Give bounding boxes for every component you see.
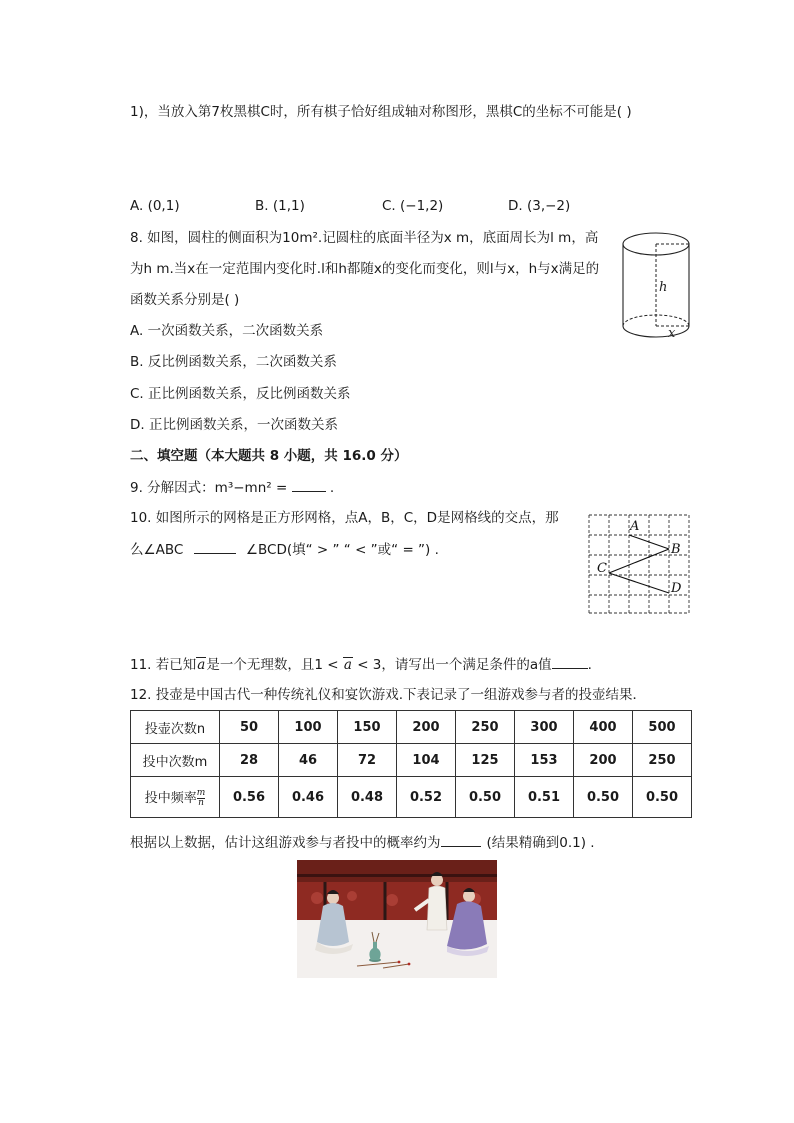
table-cell: 125 <box>456 744 515 777</box>
q8-option-a: A. 一次函数关系，二次函数关系 <box>130 323 324 339</box>
table-cell: 28 <box>220 744 279 777</box>
fraction-numerator: m <box>196 787 206 798</box>
q12-answer-blank[interactable] <box>441 832 481 847</box>
q9 <box>130 477 334 498</box>
q9-answer-blank[interactable] <box>292 477 326 492</box>
q7-option-a: A. (0,1) <box>130 198 180 214</box>
table-cell: 150 <box>338 711 397 744</box>
table-cell: 250 <box>633 744 692 777</box>
row-header: 投壶次数n <box>131 711 220 744</box>
grid-label-a: A <box>630 519 640 534</box>
q7-option-b: B. (1,1) <box>255 198 305 214</box>
table-cell: 0.56 <box>220 777 279 818</box>
q8-line3: 函数关系分别是( ) <box>130 292 240 308</box>
cylinder-label-x: x <box>668 326 676 341</box>
table-cell: 0.52 <box>397 777 456 818</box>
row-header-label: 投中频率 <box>144 790 197 806</box>
q11-pre: 11. 若已知 <box>130 657 197 673</box>
q7-option-d: D. (3,−2) <box>508 198 571 214</box>
row-header <box>131 777 220 818</box>
table-cell: 0.51 <box>515 777 574 818</box>
q11 <box>130 654 592 675</box>
cylinder-label-h: h <box>659 280 668 295</box>
q12-intro: 12. 投壶是中国古代一种传统礼仪和宴饮游戏.下表记录了一组游戏参与者的投壶结果． <box>130 687 647 703</box>
q11-mid2: < 3，请写出一个满足条件的a值 <box>357 657 552 673</box>
q8-option-b: B. 反比例函数关系，二次函数关系 <box>130 354 337 370</box>
section-heading: 二、填空题（本大题共 8 小题，共 16.0 分） <box>130 448 408 464</box>
row-header: 投中次数m <box>131 744 220 777</box>
table-cell: 200 <box>574 744 633 777</box>
grid-figure <box>586 512 692 616</box>
fraction-denominator: n <box>198 797 204 808</box>
table-cell: 200 <box>397 711 456 744</box>
table-cell: 400 <box>574 711 633 744</box>
q7-continuation: 1)，当放入第7枚黑棋C时，所有棋子恰好组成轴对称图形，黑棋C的坐标不可能是( ) <box>130 104 632 120</box>
table-row <box>131 711 692 744</box>
q11-sqrt-a: a <box>197 657 206 673</box>
q10-line2 <box>130 539 439 560</box>
table-cell: 0.50 <box>456 777 515 818</box>
table-cell: 50 <box>220 711 279 744</box>
grid-label-b: B <box>671 542 681 557</box>
frequency-fraction <box>197 789 206 808</box>
table-cell: 153 <box>515 744 574 777</box>
q9-end: . <box>329 480 335 496</box>
table-cell: 0.48 <box>338 777 397 818</box>
table-cell: 0.50 <box>633 777 692 818</box>
table-row <box>131 744 692 777</box>
q10-angle-abc: 么∠ABC <box>130 542 184 558</box>
grid-label-c: C <box>597 561 607 576</box>
frequency-table <box>130 710 692 818</box>
touhu-illustration <box>297 860 497 978</box>
table-cell: 104 <box>397 744 456 777</box>
table-cell: 0.50 <box>574 777 633 818</box>
table-cell: 500 <box>633 711 692 744</box>
table-row <box>131 777 692 818</box>
q11-mid: 是一个无理数，且1 < <box>206 657 339 673</box>
q8-line1: 8. 如图，圆柱的侧面积为10m².记圆柱的底面半径为x m，底面周长为l m，高 <box>130 230 599 246</box>
table-cell: 72 <box>338 744 397 777</box>
q12-conclusion-b: (结果精确到0.1) . <box>486 835 595 851</box>
q12-conclusion <box>130 832 595 853</box>
grid-label-d: D <box>671 581 682 596</box>
q8-option-d: D. 正比例函数关系，一次函数关系 <box>130 417 338 433</box>
q12-conclusion-a: 根据以上数据，估计这组游戏参与者投中的概率约为 <box>130 835 441 851</box>
table-cell: 300 <box>515 711 574 744</box>
cylinder-figure <box>618 230 694 344</box>
q11-sqrt-a-2: a <box>343 657 352 673</box>
table-cell: 46 <box>279 744 338 777</box>
q8-option-c: C. 正比例函数关系，反比例函数关系 <box>130 386 351 402</box>
q11-answer-blank[interactable] <box>552 654 588 669</box>
q10-angle-bcd: ∠BCD(填“ > ” “ < ”或“ = ”) . <box>245 542 439 558</box>
table-cell: 250 <box>456 711 515 744</box>
table-cell: 0.46 <box>279 777 338 818</box>
q10-answer-blank[interactable] <box>194 539 236 554</box>
q7-option-c: C. (−1,2) <box>382 198 444 214</box>
q8-line2: 为h m.当x在一定范围内变化时.l和h都随x的变化而变化，则l与x，h与x满足的 <box>130 261 600 277</box>
q9-text: 9. 分解因式：m³−mn² = <box>130 480 288 496</box>
q10-line1: 10. 如图所示的网格是正方形网格，点A，B，C，D是网格线的交点，那 <box>130 510 559 526</box>
q11-end: . <box>587 657 592 673</box>
table-cell: 100 <box>279 711 338 744</box>
